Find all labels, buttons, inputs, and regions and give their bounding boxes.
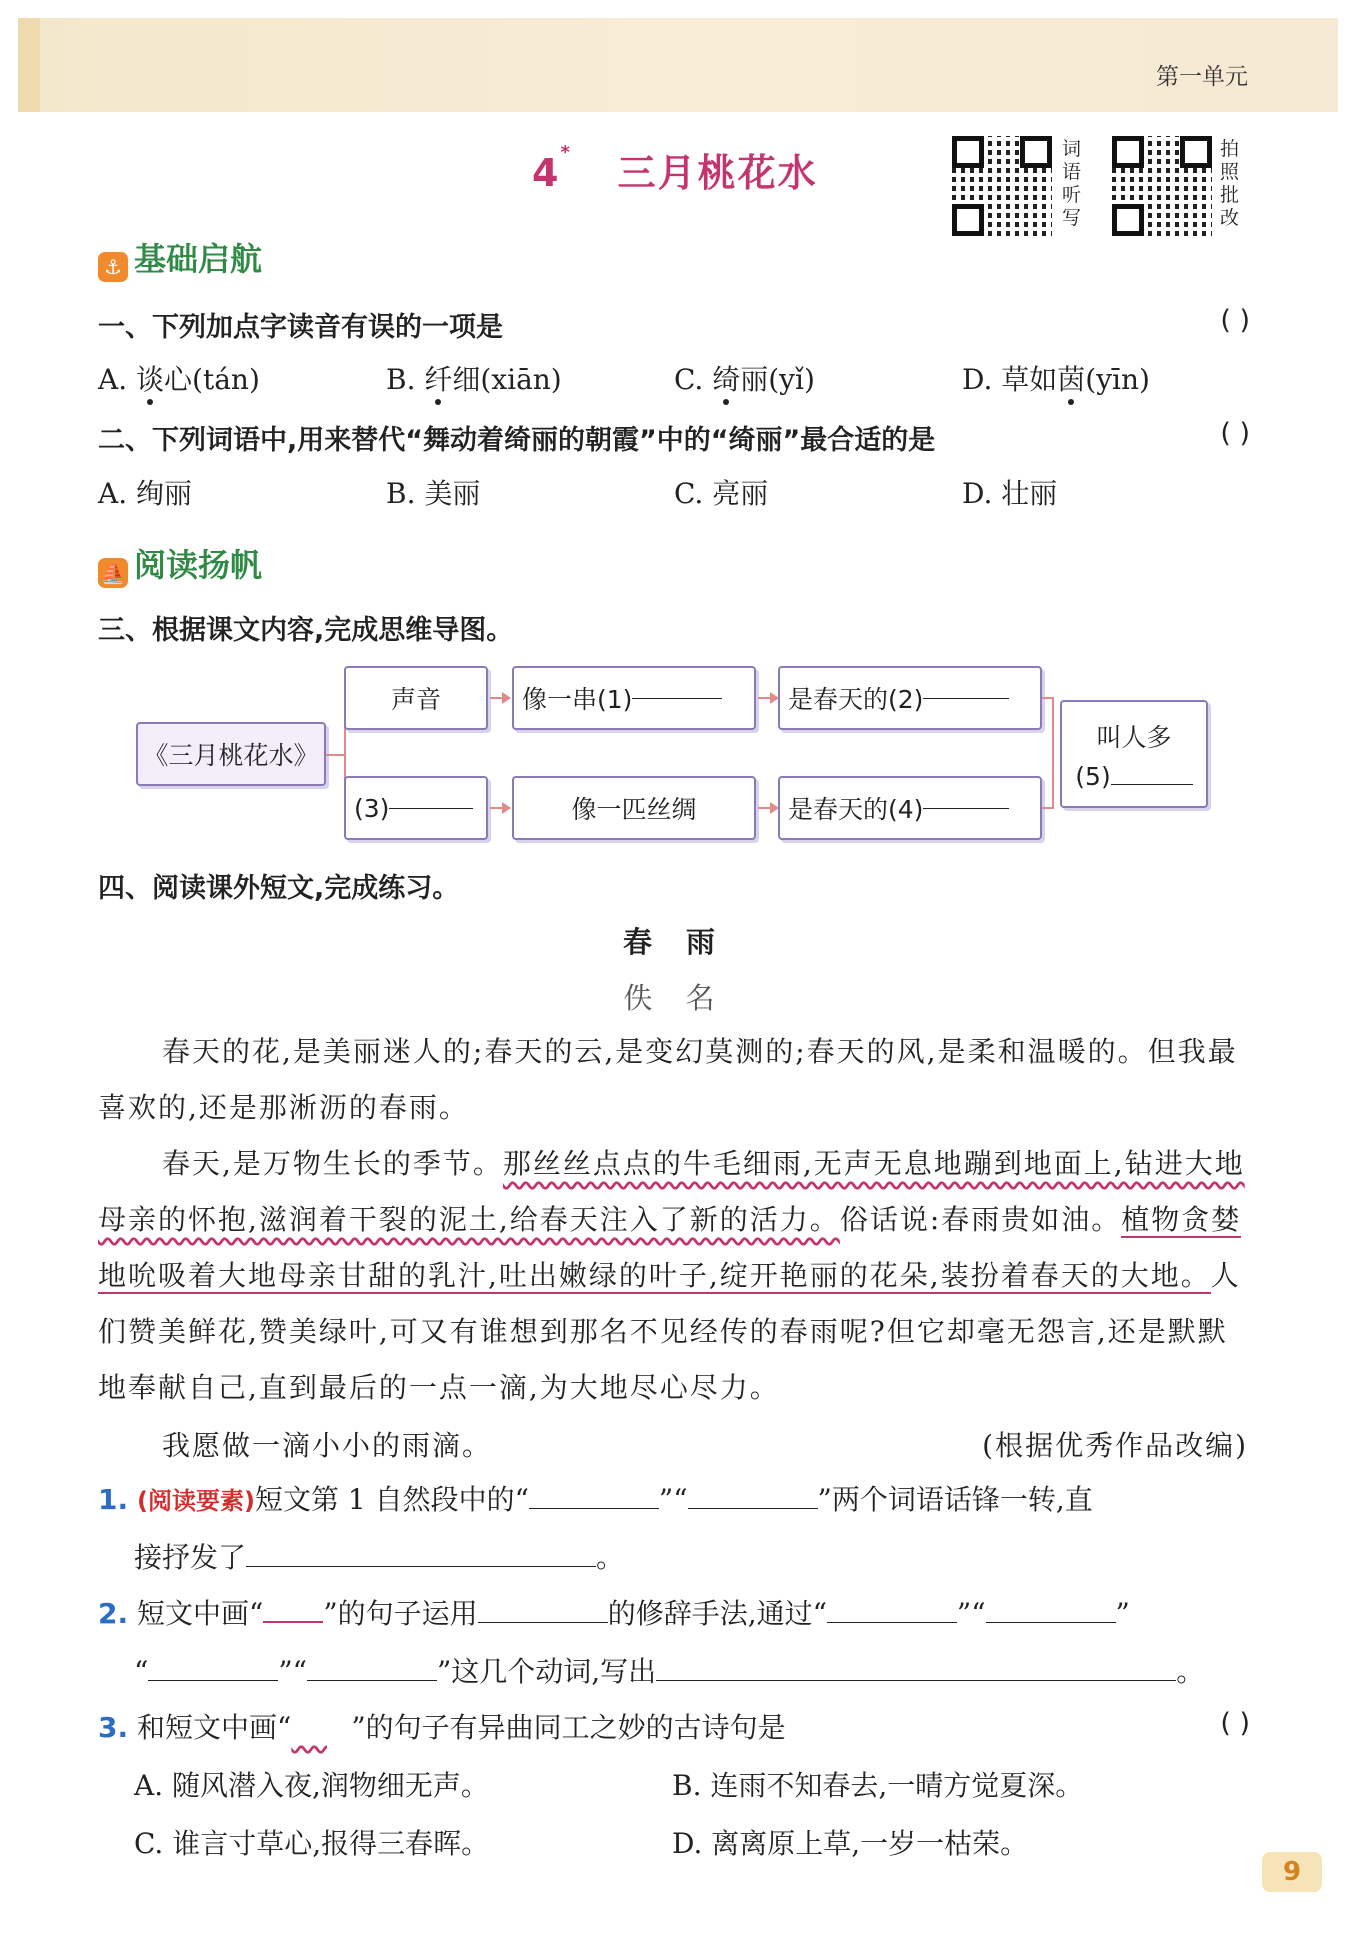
exercise-2-blank-6[interactable] bbox=[656, 1680, 1176, 1681]
exercise-2-text-i: 。 bbox=[1176, 1655, 1205, 1688]
exercise-1-text-e: 。 bbox=[596, 1541, 625, 1574]
section-heading-basic-text: 基础启航 bbox=[134, 240, 263, 278]
exercise-2-underline-sample bbox=[263, 1601, 323, 1623]
mindmap-blank-1[interactable] bbox=[632, 698, 722, 699]
question-2-answer-paren[interactable]: ( ) bbox=[1220, 418, 1250, 449]
mindmap-node-blank-1[interactable] bbox=[512, 666, 756, 730]
exercise-2-text-d: ”“ bbox=[956, 1597, 986, 1630]
exercise-1-line-2 bbox=[134, 1536, 624, 1576]
q1-option-d-prefix: D. 草如 bbox=[962, 363, 1058, 396]
q1-option-d-dotted-char: 茵 bbox=[1057, 363, 1086, 396]
q1-option-d-rest: (yīn) bbox=[1085, 363, 1150, 396]
mindmap-node-blank-2[interactable] bbox=[778, 666, 1042, 730]
p2-sentence-1: 春天,是万物生长的季节。 bbox=[162, 1147, 503, 1180]
ex3-option-d: D. 离离原上草,一岁一枯荣。 bbox=[672, 1827, 1029, 1860]
exercise-1-text-a: 短文第 1 自然段中的“ bbox=[254, 1483, 529, 1516]
article-paragraph-2 bbox=[98, 1136, 1250, 1416]
exercise-1-number: 1. bbox=[98, 1483, 129, 1516]
p2-sentence-3: 俗话说:春雨贵如油。 bbox=[839, 1203, 1122, 1236]
mindmap-connector bbox=[326, 754, 344, 756]
q1-option-b-rest: 细(xiān) bbox=[452, 363, 562, 396]
mindmap-node-blank-5-line bbox=[1075, 762, 1192, 791]
lesson-mark: * bbox=[560, 142, 572, 163]
mindmap-node-sound: 声音 bbox=[344, 666, 488, 730]
arrow-right-icon bbox=[502, 802, 511, 814]
exercise-1-blank-2[interactable] bbox=[688, 1508, 818, 1509]
q1-option-c-rest: 丽(yǐ) bbox=[740, 363, 815, 396]
exercise-2-text-a: 短文中画“ bbox=[137, 1597, 264, 1630]
exercise-1-text-b: ”“ bbox=[658, 1483, 688, 1516]
q1-option-d bbox=[962, 358, 1150, 398]
arrow-right-icon bbox=[502, 692, 511, 704]
mindmap-node-blank-5-number: (5) bbox=[1075, 761, 1111, 791]
exercise-1-line-1 bbox=[98, 1478, 1093, 1518]
qr-finder-icon bbox=[1180, 136, 1212, 168]
q2-option-b: B. 美丽 bbox=[386, 477, 481, 510]
exercise-1-blank-3[interactable] bbox=[246, 1566, 596, 1567]
exercise-2-line-1 bbox=[98, 1592, 1130, 1632]
p2-underlined-sentence: 植物贪婪地吮吸着大地母亲甘甜的乳汁,吐出嫩绿的叶子,绽开艳丽的花朵,装扮着春天的大地。 bbox=[98, 1203, 1242, 1292]
exercise-3-number: 3. bbox=[98, 1711, 129, 1744]
qr-code-dictation[interactable] bbox=[952, 136, 1056, 240]
page-number: 9 bbox=[1262, 1852, 1322, 1892]
mindmap-node-blank-3[interactable] bbox=[344, 776, 488, 840]
ex3-option-b: B. 连雨不知春去,一晴方觉夏深。 bbox=[672, 1769, 1084, 1802]
exercise-2-number: 2. bbox=[98, 1597, 129, 1630]
q1-option-a bbox=[98, 358, 260, 398]
exercise-3-line-1 bbox=[98, 1706, 786, 1746]
exercise-2-text-h: ”这几个动词,写出 bbox=[436, 1655, 657, 1688]
q1-option-c bbox=[674, 358, 815, 398]
qr-finder-icon bbox=[952, 204, 984, 236]
q2-option-a: A. 绚丽 bbox=[98, 477, 193, 510]
q2-option-c: C. 亮丽 bbox=[674, 477, 769, 510]
q1-option-a-rest: 心(tán) bbox=[164, 363, 260, 396]
anchor-icon: ⚓ bbox=[98, 252, 128, 282]
exercise-3-text-b: ”的句子有异曲同工之妙的古诗句是 bbox=[351, 1711, 786, 1744]
section-heading-reading-text: 阅读扬帆 bbox=[134, 546, 263, 584]
ex3-option-a: A. 随风潜入夜,润物细无声。 bbox=[134, 1769, 489, 1802]
exercise-2-blank-4[interactable] bbox=[148, 1680, 278, 1681]
q1-option-b-dotted-char: 纤 bbox=[424, 363, 453, 396]
question-4-text: 四、阅读课外短文,完成练习。 bbox=[98, 873, 460, 904]
ex3-option-c: C. 谁言寸草心,报得三春晖。 bbox=[134, 1827, 490, 1860]
exercise-2-blank-5[interactable] bbox=[307, 1680, 437, 1681]
mindmap-node-blank-5[interactable] bbox=[1060, 700, 1208, 808]
exercise-2-text-g: ”“ bbox=[278, 1655, 307, 1688]
header-band bbox=[18, 18, 1338, 112]
exercise-2-text-c: 的修辞手法,通过“ bbox=[607, 1597, 827, 1630]
p2-wavy-underlined-sentence: 那丝丝点点的牛毛细雨,无声无息地蹦到地面上,钻进大地母亲的怀抱,滋润着干裂的泥土,给春天注入了新的活力。 bbox=[98, 1147, 1245, 1236]
mindmap-node-silk: 像一匹丝绸 bbox=[512, 776, 756, 840]
sail-icon: ⛵ bbox=[98, 558, 128, 588]
exercise-1-text-d: 接抒发了 bbox=[134, 1541, 247, 1574]
q1-option-c-dotted-char: 绮 bbox=[712, 363, 741, 396]
qr-finder-icon bbox=[952, 136, 984, 168]
qr-finder-icon bbox=[1112, 204, 1144, 236]
mindmap-root: 《三月桃花水》 bbox=[136, 722, 326, 786]
header-band-accent bbox=[18, 18, 40, 112]
exercise-2-text-e: ” bbox=[1115, 1597, 1130, 1630]
article-paragraph-1: 春天的花,是美丽迷人的;春天的云,是变幻莫测的;春天的风,是柔和温暖的。但我最喜欢的,还是那淅沥的春雨。 bbox=[98, 1035, 1238, 1124]
exercise-3-text-a: 和短文中画“ bbox=[137, 1711, 292, 1744]
exercise-1-tag: (阅读要素) bbox=[137, 1487, 255, 1515]
exercise-3-wavy-sample bbox=[291, 1711, 351, 1744]
article-author: 佚 名 bbox=[623, 981, 727, 1015]
section-heading-basic bbox=[98, 234, 262, 282]
article-source: (根据优秀作品改编) bbox=[982, 1429, 1248, 1462]
q1-option-b-prefix: B. bbox=[386, 363, 425, 396]
q1-option-b bbox=[386, 358, 562, 398]
question-1-text: 一、下列加点字读音有误的一项是 bbox=[98, 312, 503, 343]
exercise-2-line-2 bbox=[134, 1650, 1204, 1690]
q1-option-a-dotted-char: 谈 bbox=[136, 363, 165, 396]
exercise-2-blank-2[interactable] bbox=[827, 1622, 957, 1623]
mindmap-node-blank-1-label: 像一串(1) bbox=[522, 685, 633, 714]
mindmap-connector bbox=[1052, 697, 1054, 809]
section-heading-reading bbox=[98, 540, 262, 588]
exercise-2-blank-3[interactable] bbox=[986, 1622, 1116, 1623]
question-2-text: 二、下列词语中,用来替代“舞动着绮丽的朝霞”中的“绮丽”最合适的是 bbox=[98, 425, 936, 456]
qr-finder-icon bbox=[1020, 136, 1052, 168]
qr-label-dictation: 词语听写 bbox=[1062, 138, 1082, 229]
article-title: 春 雨 bbox=[622, 925, 728, 959]
mindmap-node-blank-4[interactable] bbox=[778, 776, 1042, 840]
exercise-2-blank-1[interactable] bbox=[478, 1622, 608, 1623]
q2-option-d: D. 壮丽 bbox=[962, 477, 1058, 510]
exercise-1-text-c: ”两个词语话锋一转,直 bbox=[817, 1483, 1093, 1516]
exercise-3-answer-paren[interactable]: ( ) bbox=[1220, 1708, 1250, 1739]
qr-code-photo-grading[interactable] bbox=[1112, 136, 1216, 240]
q1-option-c-prefix: C. bbox=[674, 363, 713, 396]
lesson-title bbox=[532, 142, 818, 197]
mindmap-node-blank-5-label: 叫人多 bbox=[1096, 722, 1172, 752]
mindmap-blank-2[interactable] bbox=[923, 698, 1009, 699]
qr-label-photo-grading: 拍照批改 bbox=[1220, 138, 1240, 229]
exercise-2-text-b: ”的句子运用 bbox=[323, 1597, 478, 1630]
lesson-number: 4 bbox=[532, 151, 561, 195]
exercise-1-blank-1[interactable] bbox=[529, 1508, 659, 1509]
lesson-title-text: 三月桃花水 bbox=[617, 151, 818, 195]
mindmap-node-blank-2-label: 是春天的(2) bbox=[788, 685, 924, 714]
mindmap-blank-4[interactable] bbox=[923, 808, 1009, 809]
article-paragraph-3: 我愿做一滴小小的雨滴。 bbox=[162, 1429, 493, 1462]
mindmap-node-blank-4-label: 是春天的(4) bbox=[788, 795, 924, 824]
mindmap-blank-5[interactable] bbox=[1111, 784, 1193, 785]
unit-label: 第一单元 bbox=[1156, 64, 1248, 90]
question-3-text: 三、根据课文内容,完成思维导图。 bbox=[98, 615, 514, 646]
q1-option-a-prefix: A. bbox=[98, 363, 137, 396]
p2-sentence-5: 人们赞美鲜花,赞美绿叶,可又有谁想到那名不见经传的春雨呢?但它却毫无怨言,还是默默地奉献自己,直到最后的一点一滴,为大地尽心尽力。 bbox=[98, 1259, 1241, 1404]
mindmap-blank-3[interactable] bbox=[389, 808, 473, 809]
question-1-answer-paren[interactable]: ( ) bbox=[1220, 305, 1250, 336]
qr-finder-icon bbox=[1112, 136, 1144, 168]
mindmap-node-blank-3-label: (3) bbox=[354, 793, 390, 823]
exercise-2-text-f: “ bbox=[134, 1655, 149, 1688]
